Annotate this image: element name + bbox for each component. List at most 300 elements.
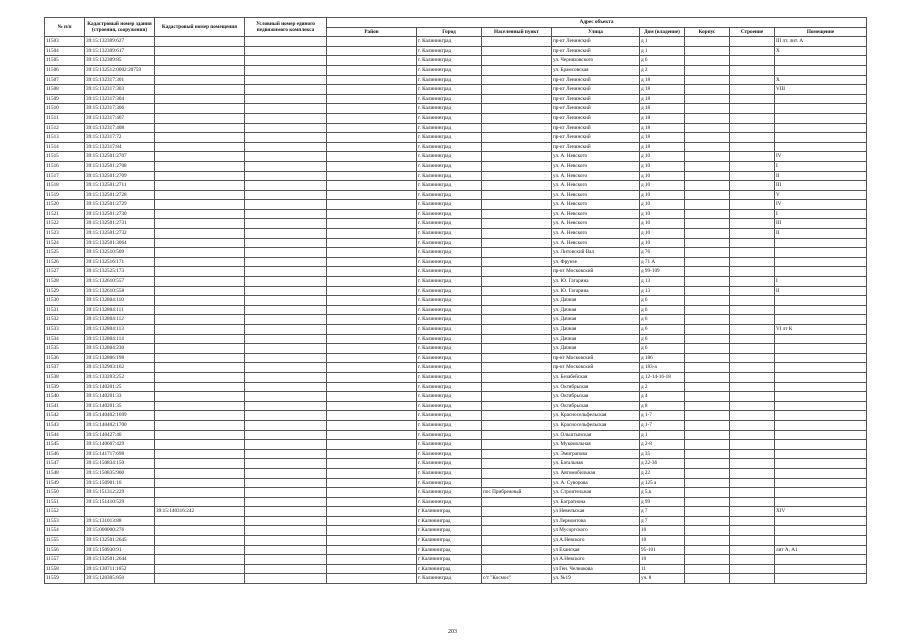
cell-num: 11508 — [45, 85, 85, 95]
cell-house: уч. 8 — [640, 574, 685, 584]
cell-complex-number — [245, 392, 327, 402]
cell-city: г. Калининград — [417, 497, 482, 507]
cell-corpus — [685, 382, 730, 392]
cell-premise — [775, 488, 867, 498]
header-city: Город — [417, 27, 482, 37]
cell-house: д 18 — [640, 94, 685, 104]
cell-corpus — [685, 334, 730, 344]
cell-settlement — [482, 478, 552, 488]
cell-settlement — [482, 209, 552, 219]
cell-building — [730, 286, 775, 296]
header-address-group: Адрес объекта — [327, 18, 867, 28]
cell-house: д 76 — [640, 248, 685, 258]
cell-premise — [775, 296, 867, 306]
cell-settlement: с/т "Космос" — [482, 574, 552, 584]
cell-district — [327, 459, 417, 469]
cell-city: г. Калининград — [417, 411, 482, 421]
cell-city: г. Калининград — [417, 200, 482, 210]
cell-district — [327, 181, 417, 191]
cell-street: пр-кт Ленинский — [552, 104, 640, 114]
cell-city: г. Калининград — [417, 123, 482, 133]
cell-settlement — [482, 46, 552, 56]
cell-building — [730, 133, 775, 143]
cell-street: ул. А. Невского — [552, 209, 640, 219]
cell-premise-cadastral — [155, 353, 245, 363]
cell-settlement — [482, 459, 552, 469]
cell-num: 11551 — [45, 497, 85, 507]
cell-corpus — [685, 536, 730, 546]
cell-street: ул. Ольштынская — [552, 430, 640, 440]
cell-house: д 1 — [640, 430, 685, 440]
cell-num: 11532 — [45, 315, 85, 325]
cell-building-cadastral: 39:15:132501:2708 — [85, 161, 155, 171]
cell-district — [327, 449, 417, 459]
cell-settlement — [482, 94, 552, 104]
cell-premise-cadastral — [155, 219, 245, 229]
cell-district — [327, 315, 417, 325]
table-row — [45, 219, 867, 229]
table-row — [45, 468, 867, 478]
cell-street: ул. А. Невского — [552, 152, 640, 162]
cell-city: г Калининград — [417, 545, 482, 555]
cell-city: г. Калининград — [417, 363, 482, 373]
cell-corpus — [685, 478, 730, 488]
cell-settlement — [482, 372, 552, 382]
cell-settlement — [482, 296, 552, 306]
cell-premise-cadastral — [155, 296, 245, 306]
cell-street: пр-кт Ленинский — [552, 46, 640, 56]
cell-settlement: пос Прибрежный — [482, 488, 552, 498]
cell-premise-cadastral — [155, 315, 245, 325]
cell-street: ул. А. Невского — [552, 161, 640, 171]
cell-num: 11519 — [45, 190, 85, 200]
cell-settlement — [482, 267, 552, 277]
cell-settlement — [482, 411, 552, 421]
cell-num: 11515 — [45, 152, 85, 162]
cell-building — [730, 315, 775, 325]
cell-building-cadastral: 39:15:132317:72 — [85, 133, 155, 143]
cell-complex-number — [245, 411, 327, 421]
cell-complex-number — [245, 209, 327, 219]
cell-premise — [775, 468, 867, 478]
cell-premise-cadastral — [155, 363, 245, 373]
cell-complex-number — [245, 267, 327, 277]
cell-premise — [775, 353, 867, 363]
cell-house: д 6 — [640, 296, 685, 306]
cell-complex-number — [245, 286, 327, 296]
cell-building — [730, 190, 775, 200]
cell-building — [730, 219, 775, 229]
cell-building — [730, 363, 775, 373]
cell-district — [327, 257, 417, 267]
cell-building-cadastral: 39:15:132804:114 — [85, 334, 155, 344]
cell-premise-cadastral — [155, 104, 245, 114]
cell-building-cadastral: 39:15:140402:1699 — [85, 411, 155, 421]
cell-premise-cadastral — [155, 411, 245, 421]
cell-premise — [775, 142, 867, 152]
cell-building-cadastral: 39:15:132806:198 — [85, 353, 155, 363]
cell-num: 11533 — [45, 325, 85, 335]
table-row — [45, 152, 867, 162]
cell-corpus — [685, 94, 730, 104]
cell-city: г. Калининград — [417, 372, 482, 382]
cell-num: 11550 — [45, 488, 85, 498]
cell-corpus — [685, 344, 730, 354]
cell-corpus — [685, 315, 730, 325]
cell-city: г. Калининград — [417, 46, 482, 56]
cell-corpus — [685, 430, 730, 440]
cell-house: д 22 — [640, 468, 685, 478]
cell-premise: лит А, А1 — [775, 545, 867, 555]
header-building: Строение — [730, 27, 775, 37]
cell-settlement — [482, 113, 552, 123]
cell-num: 11503 — [45, 37, 85, 47]
cell-building-cadastral: 39:15:133203:252 — [85, 372, 155, 382]
cell-corpus — [685, 37, 730, 47]
cell-house: д 13 — [640, 277, 685, 287]
cell-building — [730, 526, 775, 536]
cell-district — [327, 219, 417, 229]
cell-building-cadastral: 39:15:140402:1700 — [85, 420, 155, 430]
cell-district — [327, 161, 417, 171]
cell-num: 11554 — [45, 526, 85, 536]
cell-street: пр-кт Ленинский — [552, 37, 640, 47]
cell-corpus — [685, 219, 730, 229]
cell-city: г. Калининград — [417, 420, 482, 430]
cell-complex-number — [245, 257, 327, 267]
table-row — [45, 440, 867, 450]
cell-settlement — [482, 555, 552, 565]
cell-num: 11552 — [45, 507, 85, 517]
table-row — [45, 449, 867, 459]
cell-city: г. Калининград — [417, 229, 482, 239]
cell-street: ул Лермонтова — [552, 516, 640, 526]
table-row — [45, 56, 867, 66]
cell-premise — [775, 430, 867, 440]
cell-premise-cadastral — [155, 37, 245, 47]
cell-city: г. Калининград — [417, 219, 482, 229]
cell-city: г. Калининград — [417, 161, 482, 171]
cell-building-cadastral: 39:15:132317:304 — [85, 94, 155, 104]
cell-premise — [775, 420, 867, 430]
cell-house: д 10 — [640, 229, 685, 239]
cell-settlement — [482, 468, 552, 478]
cell-settlement — [482, 248, 552, 258]
cell-complex-number — [245, 497, 327, 507]
cell-complex-number — [245, 420, 327, 430]
table-row — [45, 420, 867, 430]
cell-house: д 6 — [640, 315, 685, 325]
cell-num: 11516 — [45, 161, 85, 171]
cell-building-cadastral: 39:15:132501:2707 — [85, 152, 155, 162]
cell-settlement — [482, 507, 552, 517]
cell-street: ул. Дачная — [552, 315, 640, 325]
cell-district — [327, 516, 417, 526]
cell-num: 11538 — [45, 372, 85, 382]
header-corpus: Корпус — [685, 27, 730, 37]
cell-settlement — [482, 420, 552, 430]
cell-building — [730, 401, 775, 411]
cell-premise-cadastral — [155, 574, 245, 584]
cell-street: ул. Автомобильная — [552, 468, 640, 478]
cell-complex-number — [245, 85, 327, 95]
cell-district — [327, 94, 417, 104]
cell-settlement — [482, 190, 552, 200]
cell-corpus — [685, 181, 730, 191]
cell-building — [730, 478, 775, 488]
cell-premise — [775, 382, 867, 392]
cell-building-cadastral: 39:15:151312:229 — [85, 488, 155, 498]
cell-street: ул А.Невского — [552, 536, 640, 546]
header-house: Дом (владение) — [640, 27, 685, 37]
cell-city: г. Калининград — [417, 488, 482, 498]
cell-premise: VIII — [775, 85, 867, 95]
cell-city: г. Калининград — [417, 401, 482, 411]
table-row — [45, 123, 867, 133]
cell-building — [730, 238, 775, 248]
cell-corpus — [685, 420, 730, 430]
cell-complex-number — [245, 229, 327, 239]
cell-premise-cadastral — [155, 564, 245, 574]
cell-complex-number — [245, 46, 327, 56]
cell-corpus — [685, 152, 730, 162]
cell-num: 11517 — [45, 171, 85, 181]
cell-district — [327, 430, 417, 440]
cell-house: д 183-а — [640, 363, 685, 373]
cell-settlement — [482, 200, 552, 210]
cell-street: ул. А. Невского — [552, 181, 640, 191]
cell-house: д 18 — [640, 104, 685, 114]
cell-premise — [775, 555, 867, 565]
cell-premise-cadastral — [155, 440, 245, 450]
cell-complex-number — [245, 574, 327, 584]
table-header — [45, 18, 867, 37]
cell-building — [730, 459, 775, 469]
cell-premise: VI лт К — [775, 325, 867, 335]
cell-building-cadastral: 39:15:132804:112 — [85, 315, 155, 325]
cell-complex-number — [245, 334, 327, 344]
cell-settlement — [482, 75, 552, 85]
cell-house: 10 — [640, 555, 685, 565]
cell-building-cadastral: 39:15:132317:306 — [85, 104, 155, 114]
cell-corpus — [685, 75, 730, 85]
cell-corpus — [685, 325, 730, 335]
cell-building — [730, 545, 775, 555]
cell-house: д 2 — [640, 382, 685, 392]
cell-building — [730, 229, 775, 239]
cell-city: г. Калининград — [417, 459, 482, 469]
cell-building-cadastral: 39:15:132317:84 — [85, 142, 155, 152]
cell-complex-number — [245, 344, 327, 354]
cell-building — [730, 200, 775, 210]
cell-district — [327, 507, 417, 517]
cell-district — [327, 497, 417, 507]
cell-num: 11530 — [45, 296, 85, 306]
cell-corpus — [685, 305, 730, 315]
cell-house: д 18 — [640, 85, 685, 95]
register-table — [44, 17, 867, 584]
cell-premise-cadastral — [155, 420, 245, 430]
cell-premise — [775, 363, 867, 373]
cell-house: д 7 — [640, 507, 685, 517]
cell-complex-number — [245, 555, 327, 565]
cell-num: 11525 — [45, 248, 85, 258]
cell-premise-cadastral — [155, 181, 245, 191]
cell-building — [730, 334, 775, 344]
cell-complex-number — [245, 440, 327, 450]
cell-building — [730, 85, 775, 95]
cell-street: ул. А. Суворова — [552, 478, 640, 488]
cell-premise-cadastral — [155, 372, 245, 382]
cell-premise-cadastral — [155, 286, 245, 296]
cell-num: 11537 — [45, 363, 85, 373]
cell-street: пр-кт Ленинский — [552, 85, 640, 95]
cell-premise — [775, 248, 867, 258]
cell-num: 11522 — [45, 219, 85, 229]
cell-num: 11510 — [45, 104, 85, 114]
cell-complex-number — [245, 459, 327, 469]
cell-premise: I — [775, 209, 867, 219]
cell-complex-number — [245, 152, 327, 162]
table-row — [45, 401, 867, 411]
cell-house: д 6 — [640, 334, 685, 344]
cell-complex-number — [245, 200, 327, 210]
cell-city: г Калининград — [417, 564, 482, 574]
cell-house: д 10 — [640, 171, 685, 181]
cell-city: г. Калининград — [417, 133, 482, 143]
cell-building-cadastral: 39:15:132903:162 — [85, 363, 155, 373]
cell-house: д 6 — [640, 325, 685, 335]
cell-city: г. Калининград — [417, 344, 482, 354]
cell-district — [327, 392, 417, 402]
cell-corpus — [685, 411, 730, 421]
cell-building — [730, 257, 775, 267]
cell-building-cadastral: 39:15:132525:173 — [85, 267, 155, 277]
cell-settlement — [482, 123, 552, 133]
cell-complex-number — [245, 536, 327, 546]
table-row — [45, 478, 867, 488]
cell-complex-number — [245, 507, 327, 517]
cell-city: г. Калининград — [417, 315, 482, 325]
cell-corpus — [685, 161, 730, 171]
cell-num: 11524 — [45, 238, 85, 248]
cell-num: 11535 — [45, 344, 85, 354]
cell-premise-cadastral — [155, 229, 245, 239]
cell-premise-cadastral — [155, 65, 245, 75]
cell-corpus — [685, 142, 730, 152]
cell-settlement — [482, 238, 552, 248]
cell-premise — [775, 257, 867, 267]
cell-settlement — [482, 401, 552, 411]
cell-district — [327, 296, 417, 306]
cell-house: д 18 — [640, 142, 685, 152]
cell-street: пр-кт Ленинский — [552, 142, 640, 152]
table-row — [45, 161, 867, 171]
cell-complex-number — [245, 248, 327, 258]
cell-house: 10 — [640, 536, 685, 546]
cell-city: г. Калининград — [417, 305, 482, 315]
cell-complex-number — [245, 142, 327, 152]
cell-settlement — [482, 516, 552, 526]
cell-city: г. Калининград — [417, 382, 482, 392]
cell-complex-number — [245, 325, 327, 335]
cell-building — [730, 181, 775, 191]
table-row — [45, 488, 867, 498]
cell-premise-cadastral — [155, 209, 245, 219]
cell-settlement — [482, 37, 552, 47]
cell-num: 11541 — [45, 401, 85, 411]
cell-house: д 1 — [640, 46, 685, 56]
cell-street: ул Невельская — [552, 507, 640, 517]
table-row — [45, 104, 867, 114]
cell-building-cadastral: 39:15:131013:88 — [85, 516, 155, 526]
cell-building-cadastral: 39:15:132317:467 — [85, 113, 155, 123]
cell-building — [730, 46, 775, 56]
cell-premise-cadastral — [155, 401, 245, 411]
cell-building — [730, 248, 775, 258]
cell-premise — [775, 574, 867, 584]
cell-city: г. Калининград — [417, 449, 482, 459]
cell-house: д 4 — [640, 392, 685, 402]
cell-complex-number — [245, 449, 327, 459]
cell-building-cadastral: 39:15:132309:627 — [85, 37, 155, 47]
cell-building-cadastral: 39:15:132317:303 — [85, 85, 155, 95]
cell-settlement — [482, 315, 552, 325]
cell-city: г. Калининград — [417, 104, 482, 114]
cell-house: д 8 — [640, 401, 685, 411]
cell-building — [730, 171, 775, 181]
cell-building — [730, 305, 775, 315]
table-row — [45, 200, 867, 210]
cell-building-cadastral: 39:15:132501:2644 — [85, 555, 155, 565]
cell-building — [730, 123, 775, 133]
cell-settlement — [482, 344, 552, 354]
cell-settlement — [482, 430, 552, 440]
cell-corpus — [685, 516, 730, 526]
cell-street: пр-кт Ленинский — [552, 123, 640, 133]
table-row — [45, 574, 867, 584]
cell-street: ул А.Невского — [552, 555, 640, 565]
cell-city: г. Калининград — [417, 257, 482, 267]
cell-settlement — [482, 181, 552, 191]
cell-district — [327, 65, 417, 75]
cell-street: пр-кт Ленинский — [552, 133, 640, 143]
table-row — [45, 363, 867, 373]
cell-district — [327, 85, 417, 95]
cell-corpus — [685, 286, 730, 296]
cell-building-cadastral: 39:15:140201:25 — [85, 382, 155, 392]
cell-district — [327, 363, 417, 373]
cell-corpus — [685, 104, 730, 114]
cell-street: ул. Октябрьская — [552, 392, 640, 402]
cell-premise: IV — [775, 200, 867, 210]
cell-building — [730, 516, 775, 526]
cell-street: ул. А. Невского — [552, 229, 640, 239]
cell-complex-number — [245, 363, 327, 373]
cell-street: ул. Батальная — [552, 459, 640, 469]
cell-premise-cadastral — [155, 257, 245, 267]
cell-district — [327, 401, 417, 411]
table-row — [45, 85, 867, 95]
cell-district — [327, 488, 417, 498]
cell-city: г. Калининград — [417, 171, 482, 181]
cell-building — [730, 104, 775, 114]
cell-house: д 10 — [640, 152, 685, 162]
cell-house: д 2 — [640, 65, 685, 75]
cell-num: 11526 — [45, 257, 85, 267]
table-row — [45, 507, 867, 517]
cell-house: д 186 — [640, 353, 685, 363]
